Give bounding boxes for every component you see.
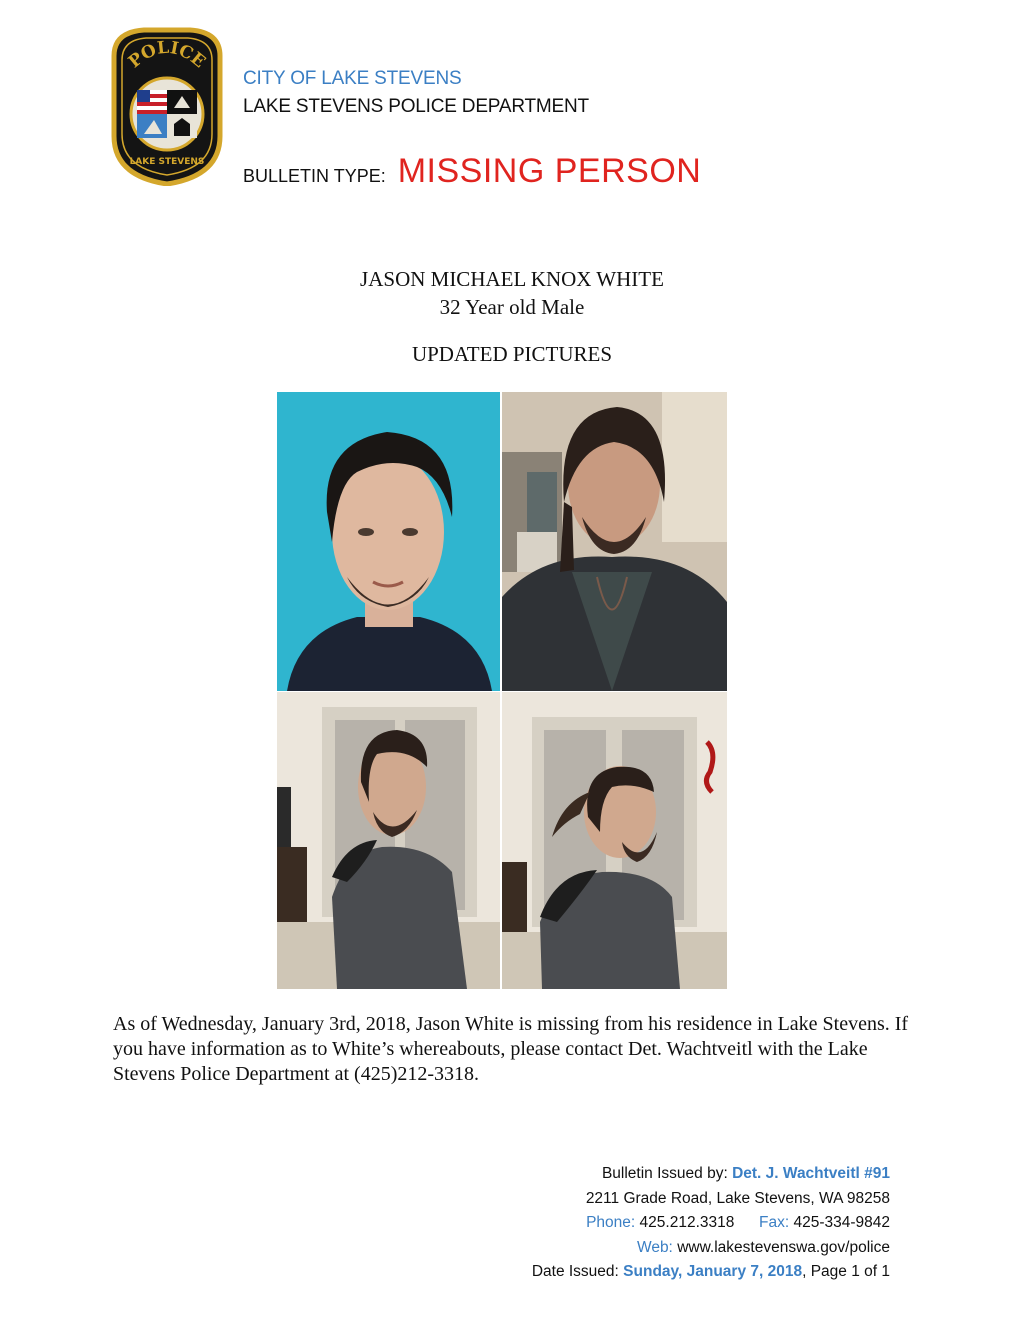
- date-line: [532, 1260, 890, 1285]
- address-line: 2211 Grade Road, Lake Stevens, WA 98258: [585, 1189, 890, 1207]
- date-label: Date Issued:: [531, 1263, 619, 1280]
- badge-bottom-text: LAKE STEVENS: [129, 157, 205, 167]
- bulletin-type-label: BULLETIN TYPE:: [243, 166, 386, 186]
- pictures-heading: UPDATED PICTURES: [411, 342, 613, 366]
- subject-name: JASON MICHAEL KNOX WHITE: [360, 267, 664, 291]
- missing-details-paragraph: As of Wednesday, January 3rd, 2018, Jason White is missing from his residence in Lake Stevens. If you have information as to White’s whereabouts, please contact Det. Wachtveitl with the Lake Stevens Police Department at (425)212-3318.: [113, 1013, 909, 1085]
- subject-description: 32 Year old Male: [439, 295, 585, 319]
- phone-label: Phone:: [586, 1214, 636, 1231]
- police-badge-logo: [104, 26, 230, 186]
- city-name: CITY OF LAKE STEVENS: [243, 68, 462, 89]
- bulletin-type-value: MISSING PERSON: [397, 152, 702, 190]
- bulletin-footer: [532, 1162, 890, 1285]
- web-label: Web:: [636, 1238, 673, 1256]
- web-link[interactable]: www.lakestevenswa.gov/police: [677, 1238, 890, 1256]
- phone-value: 425.212.3318: [639, 1214, 735, 1231]
- photo-selfie: [502, 392, 727, 691]
- issued-by-label: Bulletin Issued by:: [601, 1165, 728, 1182]
- contact-line: [532, 1211, 890, 1236]
- photo-grid: [277, 392, 727, 989]
- badge-top-text: POLICE: [124, 37, 210, 73]
- fax-value: 425-334-9842: [793, 1214, 890, 1231]
- issued-by-line: [532, 1162, 890, 1187]
- bulletin-type: [243, 152, 701, 191]
- department-name: LAKE STEVENS POLICE DEPARTMENT: [243, 96, 589, 117]
- page-info: , Page 1 of 1: [802, 1263, 890, 1280]
- photo-standing-side: [277, 692, 500, 989]
- issued-by-value: Det. J. Wachtveitl #91: [732, 1165, 890, 1182]
- photo-profile-ponytail: [502, 692, 727, 989]
- date-value: Sunday, January 7, 2018: [623, 1263, 803, 1280]
- photo-portrait: [277, 392, 500, 691]
- fax-label: Fax:: [759, 1214, 790, 1231]
- web-line: [532, 1236, 890, 1261]
